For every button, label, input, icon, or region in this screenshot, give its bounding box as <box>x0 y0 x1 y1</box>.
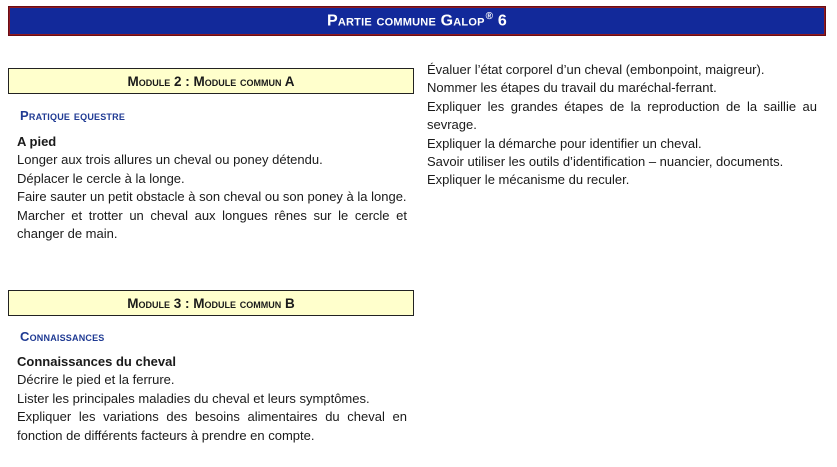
list-item: Déplacer le cercle à la longe. <box>17 170 185 186</box>
module-2-header <box>8 68 414 94</box>
list-item: Expliquer les grandes étapes de la reproduction de la saillie au sevrage. <box>427 98 817 133</box>
list-item: Expliquer les variations des besoins alimentaires du cheval en fonction de différents facteurs à prendre en compte. <box>17 409 407 443</box>
list-item: Expliquer la démarche pour identifier un cheval. <box>427 135 702 151</box>
registered-mark: ® <box>485 11 494 23</box>
list-item: Lister les principales maladies du cheval et leurs symptômes. <box>17 390 370 406</box>
list-item: Savoir utiliser les outils d’identification – nuancier, documents. <box>427 154 784 170</box>
list-item: Expliquer le mécanisme du reculer. <box>427 172 630 188</box>
page-title-number: 6 <box>493 12 507 30</box>
page-title-text: Partie commune Galop <box>327 12 485 30</box>
module-2-content <box>17 133 407 243</box>
list-item: Longer aux trois allures un cheval ou poney détendu. <box>17 152 323 168</box>
list-item: Marcher et trotter un cheval aux longues rênes sur le cercle et changer de main. <box>17 207 407 242</box>
list-item: Décrire le pied et la ferrure. <box>17 372 175 388</box>
page-title-banner <box>8 6 826 36</box>
list-item: Nommer les étapes du travail du maréchal-ferrant. <box>427 80 717 96</box>
module-3-content <box>17 353 407 445</box>
section-title-connaissances: Connaissances <box>20 329 105 344</box>
subheading-a-pied: A pied <box>17 134 57 149</box>
page-title <box>327 11 507 30</box>
list-item: Évaluer l’état corporel d’un cheval (embonpoint, maigreur). <box>427 62 765 77</box>
module-3-header <box>8 290 414 316</box>
module-2-label: Module 2 : Module commun A <box>127 73 295 89</box>
right-column <box>427 61 817 190</box>
section-title-pratique: Pratique equestre <box>20 108 126 123</box>
subheading-connaissances-du-cheval: Connaissances du cheval <box>17 354 176 369</box>
module-3-label: Module 3 : Module commun B <box>127 295 295 311</box>
list-item: Faire sauter un petit obstacle à son cheval ou son poney à la longe. <box>17 189 407 205</box>
